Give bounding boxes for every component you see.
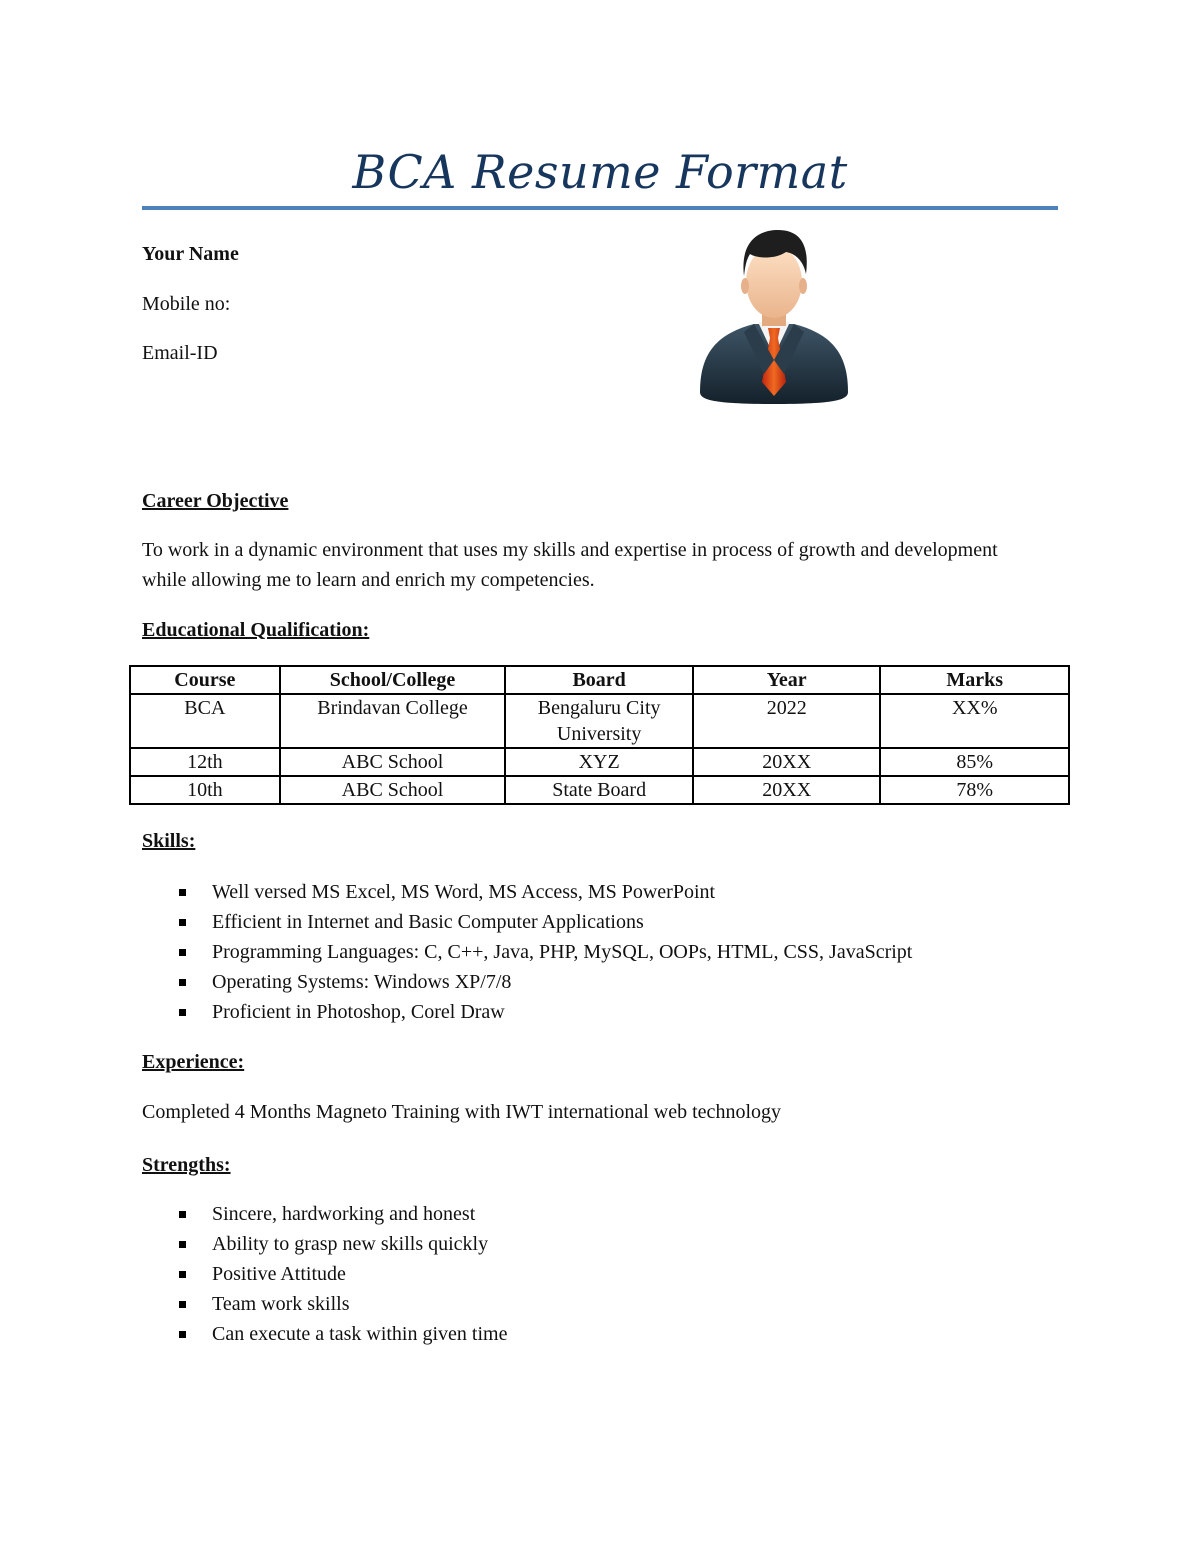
table-cell: Brindavan College bbox=[280, 694, 506, 748]
table-cell: 2022 bbox=[693, 694, 880, 748]
career-objective-heading: Career Objective bbox=[142, 490, 289, 512]
strengths-heading: Strengths: bbox=[142, 1154, 231, 1176]
table-cell: XYZ bbox=[505, 748, 693, 776]
email-label: Email-ID bbox=[142, 342, 218, 364]
experience-text: Completed 4 Months Magneto Training with IWT international web technology bbox=[142, 1101, 781, 1123]
list-item: Programming Languages: C, C++, Java, PHP, MySQL, OOPs, HTML, CSS, JavaScript bbox=[142, 937, 912, 967]
career-objective-text: To work in a dynamic environment that uses my skills and expertise in process of growth and development while allowing me to learn and enrich my competencies. bbox=[142, 539, 998, 591]
table-cell: 78% bbox=[880, 776, 1069, 804]
list-item: Can execute a task within given time bbox=[142, 1319, 507, 1349]
education-heading: Educational Qualification: bbox=[142, 619, 370, 641]
table-row bbox=[130, 776, 1069, 804]
column-header-year: Year bbox=[693, 666, 880, 694]
column-header-course: Course bbox=[130, 666, 280, 694]
list-item: Operating Systems: Windows XP/7/8 bbox=[142, 967, 912, 997]
table-cell: 85% bbox=[880, 748, 1069, 776]
skills-list bbox=[142, 877, 912, 1027]
list-item: Sincere, hardworking and honest bbox=[142, 1199, 507, 1229]
skills-heading: Skills: bbox=[142, 830, 196, 852]
list-item: Efficient in Internet and Basic Computer Applications bbox=[142, 907, 912, 937]
table-cell: 20XX bbox=[693, 748, 880, 776]
list-item: Well versed MS Excel, MS Word, MS Access, MS PowerPoint bbox=[142, 877, 912, 907]
strengths-list bbox=[142, 1199, 507, 1349]
list-item: Team work skills bbox=[142, 1289, 507, 1319]
column-header-marks: Marks bbox=[880, 666, 1069, 694]
table-row bbox=[130, 748, 1069, 776]
column-header-board: Board bbox=[505, 666, 693, 694]
table-row bbox=[130, 694, 1069, 748]
table-cell: 12th bbox=[130, 748, 280, 776]
table-cell: ABC School bbox=[280, 776, 506, 804]
list-item: Positive Attitude bbox=[142, 1259, 507, 1289]
table-cell: ABC School bbox=[280, 748, 506, 776]
name-label: Your Name bbox=[142, 243, 239, 265]
page-title: BCA Resume Format bbox=[352, 145, 848, 199]
title-underline bbox=[142, 206, 1058, 210]
table-cell: Bengaluru City University bbox=[505, 694, 693, 748]
profile-avatar-icon bbox=[694, 224, 854, 404]
experience-heading: Experience: bbox=[142, 1051, 245, 1073]
table-cell: State Board bbox=[505, 776, 693, 804]
education-table bbox=[129, 665, 1070, 805]
table-header-row bbox=[130, 666, 1069, 694]
table-cell: 10th bbox=[130, 776, 280, 804]
list-item: Proficient in Photoshop, Corel Draw bbox=[142, 997, 912, 1027]
table-cell: BCA bbox=[130, 694, 280, 748]
mobile-label: Mobile no: bbox=[142, 293, 231, 315]
table-cell: 20XX bbox=[693, 776, 880, 804]
list-item: Ability to grasp new skills quickly bbox=[142, 1229, 507, 1259]
column-header-school: School/College bbox=[280, 666, 506, 694]
table-cell: XX% bbox=[880, 694, 1069, 748]
